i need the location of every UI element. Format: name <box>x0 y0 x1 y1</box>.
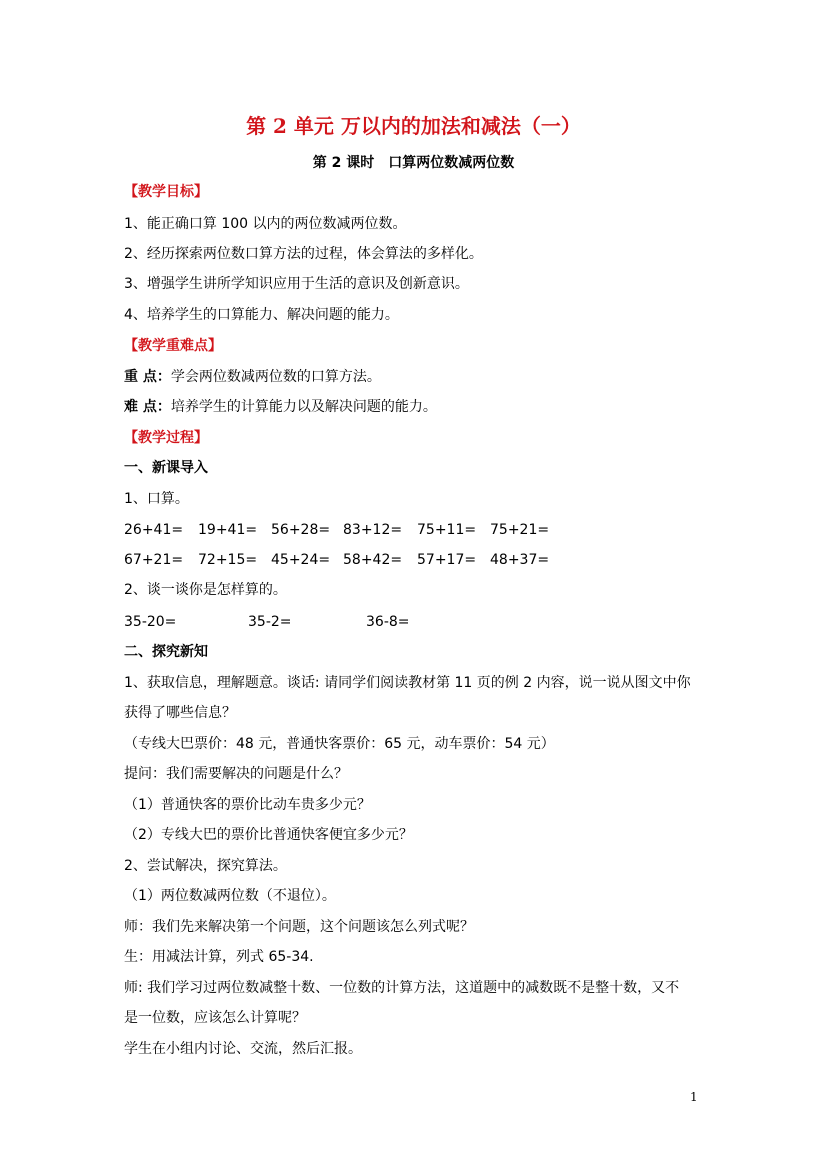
key-text: 学会两位数减两位数的口算方法。 <box>170 369 381 385</box>
lesson-subtitle: 第 2 课时 口算两位数减两位数 <box>312 155 515 171</box>
calc-item: 35-2= <box>248 614 292 630</box>
paragraph: 生：用减法计算，列式 65-34. <box>124 949 314 965</box>
paragraph: （2）专线大巴的票价比普通快客便宜多少元？ <box>124 827 413 843</box>
calc-item: 67+21= <box>124 552 184 568</box>
calc-item: 48+37= <box>490 552 550 568</box>
goal-item: 3、增强学生讲所学知识应用于生活的意识及创新意识。 <box>124 276 469 292</box>
process-heading: 【教学过程】 <box>124 430 208 446</box>
calc-item: 72+15= <box>198 552 258 568</box>
calc-item: 19+41= <box>198 522 258 538</box>
diff-text: 培养学生的计算能力以及解决问题的能力。 <box>170 399 437 415</box>
calc-item: 36-8= <box>366 614 410 630</box>
paragraph: 师: 我们学习过两位数减整十数、一位数的计算方法，这道题中的减数既不是整十数，又不 <box>124 980 680 996</box>
calc-item: 35-20= <box>124 614 177 630</box>
diff-label: 难 点： <box>124 399 171 415</box>
calc-item: 83+12= <box>343 522 403 538</box>
oral-calc-label: 1、口算。 <box>124 491 189 507</box>
paragraph: 是一位数，应该怎么计算呢？ <box>124 1010 306 1026</box>
calc-item: 75+11= <box>417 522 477 538</box>
difficult-point <box>124 397 437 417</box>
paragraph: （1）两位数减两位数（不退位）。 <box>124 888 336 904</box>
paragraph: 2、尝试解决，探究算法。 <box>124 858 287 874</box>
unit-title: 第 2 单元 万以内的加法和减法（一） <box>246 114 581 138</box>
part1-heading: 一、新课导入 <box>124 460 208 476</box>
calc-item: 26+41= <box>124 522 184 538</box>
calc-item: 57+17= <box>417 552 477 568</box>
goal-item: 4、培养学生的口算能力、解决问题的能力。 <box>124 307 399 323</box>
key-heading: 【教学重难点】 <box>124 338 222 354</box>
goals-heading: 【教学目标】 <box>124 184 208 200</box>
key-label: 重 点： <box>124 369 171 385</box>
calc-item: 75+21= <box>490 522 550 538</box>
paragraph: 学生在小组内讨论、交流，然后汇报。 <box>124 1041 362 1057</box>
key-point <box>124 367 381 387</box>
paragraph: （专线大巴票价：48 元，普通快客票价：65 元，动车票价：54 元） <box>124 736 555 752</box>
paragraph: 提问：我们需要解决的问题是什么？ <box>124 766 348 782</box>
paragraph: 获得了哪些信息？ <box>124 705 236 721</box>
talk-prompt: 2、谈一谈你是怎样算的。 <box>124 582 287 598</box>
paragraph: 1、获取信息，理解题意。谈话: 请同学们阅读教材第 11 页的例 2 内容，说一说从图文中你 <box>124 675 691 691</box>
paragraph: （1）普通快客的票价比动车贵多少元？ <box>124 797 371 813</box>
goal-item: 1、能正确口算 100 以内的两位数减两位数。 <box>124 216 407 232</box>
page-number: 1 <box>690 1090 698 1104</box>
calc-item: 45+24= <box>271 552 331 568</box>
paragraph: 师：我们先来解决第一个问题，这个问题该怎么列式呢？ <box>124 919 474 935</box>
goal-item: 2、经历探索两位数口算方法的过程，体会算法的多样化。 <box>124 246 483 262</box>
part2-heading: 二、探究新知 <box>124 644 208 660</box>
calc-item: 56+28= <box>271 522 331 538</box>
calc-item: 58+42= <box>343 552 403 568</box>
